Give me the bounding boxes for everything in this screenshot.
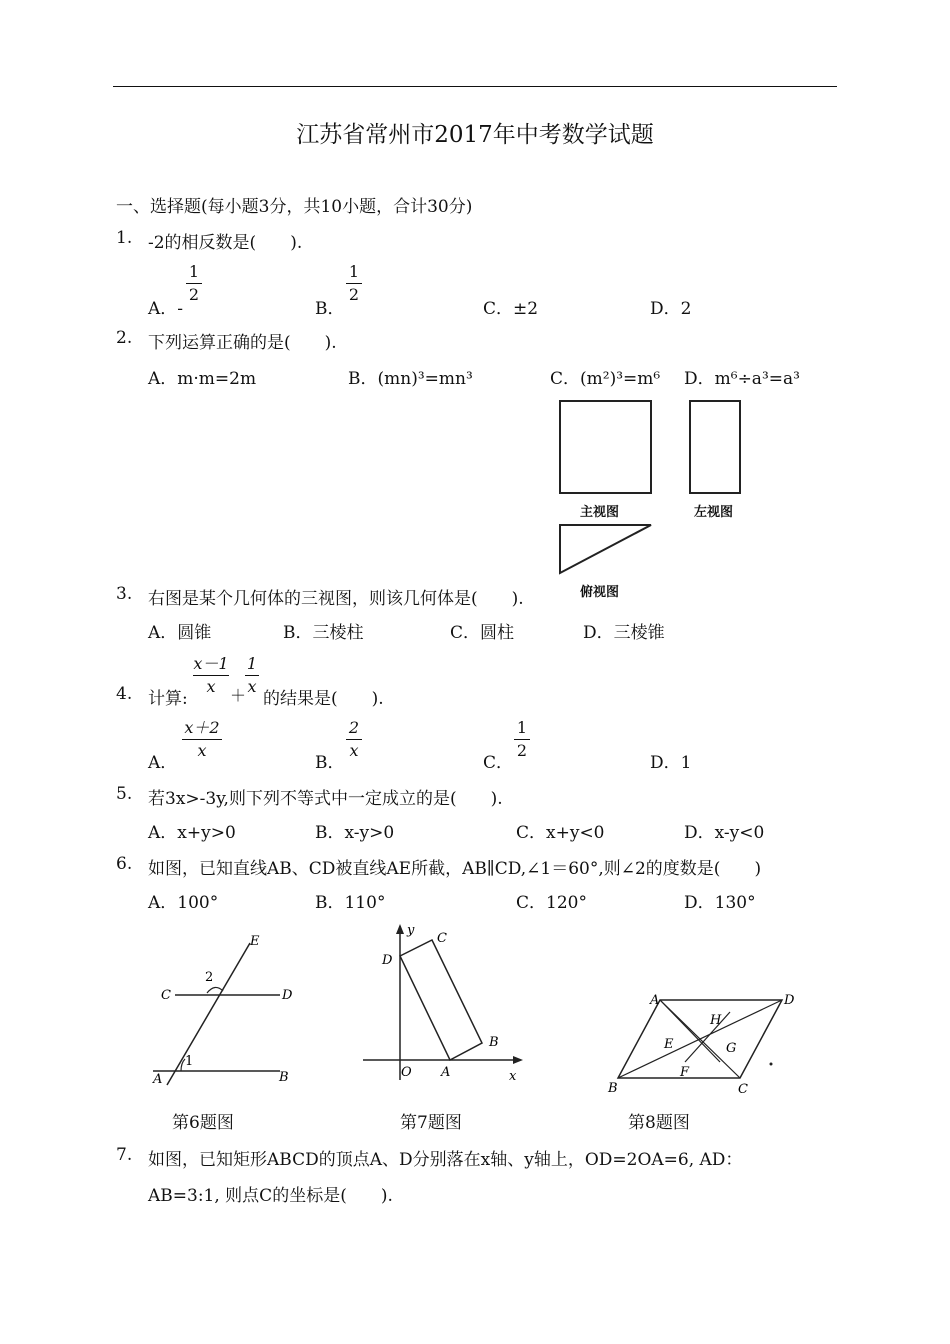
- figure-6: [145, 925, 305, 1095]
- x-axis-arrow: [513, 1056, 523, 1064]
- q6-option-d: D．130°: [684, 893, 756, 913]
- q4-option-b-label: B．: [315, 753, 345, 773]
- q3-option-b: B．三棱柱: [283, 623, 364, 643]
- q4-number: 4.: [116, 684, 133, 704]
- q4-stem-suffix: 的结果是( ).: [263, 689, 384, 709]
- top-view-triangle: [560, 525, 651, 573]
- fig6-label-e: E: [250, 934, 260, 949]
- fig8-label-g: G: [726, 1041, 737, 1056]
- q7-number: 7.: [116, 1145, 133, 1165]
- q1-b-denominator: 2: [348, 285, 360, 304]
- fig8-label-h: H: [710, 1013, 722, 1028]
- q3-stem: 右图是某个几何体的三视图，则该几何体是( ).: [148, 589, 524, 609]
- fig6-label-d: D: [282, 988, 293, 1003]
- segment-fh: [685, 1012, 730, 1062]
- q4-option-d: D．1: [650, 753, 692, 773]
- q2-stem: 下列运算正确的是( ).: [148, 333, 337, 353]
- fig7-label-b: B: [489, 1035, 499, 1050]
- three-views-figure: [550, 395, 760, 605]
- fig6-label-c: C: [161, 988, 171, 1003]
- q4-b-denominator: x: [349, 741, 359, 760]
- q4-b-numerator: 2: [348, 718, 360, 737]
- fig7-label-d: D: [382, 953, 393, 968]
- q4-c-numerator: 1: [516, 718, 528, 737]
- fraction-bar: [182, 739, 222, 740]
- fig8-label-b: B: [608, 1081, 618, 1096]
- transversal-ae: [167, 943, 250, 1085]
- stray-dot: [770, 1063, 773, 1066]
- q4-c-denominator: 2: [516, 741, 528, 760]
- fig7-label-x: x: [509, 1069, 517, 1084]
- section-heading: 一、选择题(每小题3分，共10小题，合计30分): [116, 197, 473, 217]
- q1-option-a-label: A．-: [148, 299, 184, 319]
- q3-option-a: A．圆锥: [148, 623, 212, 643]
- q4-plus-sign: ＋: [230, 686, 247, 705]
- q4-option-b-fraction: [346, 718, 362, 761]
- fraction-bar: [245, 675, 259, 676]
- q1-a-numerator: 1: [188, 262, 200, 281]
- figure-7: [355, 920, 535, 1090]
- q4-f1-denominator: x: [206, 677, 216, 696]
- q1-b-numerator: 1: [348, 262, 360, 281]
- header-rule: [113, 86, 837, 87]
- q5-option-a: A．x+y>0: [148, 823, 236, 843]
- q3-number: 3.: [116, 584, 133, 604]
- fig6-label-a: A: [153, 1072, 163, 1087]
- fig8-label-f: F: [680, 1065, 690, 1080]
- q2-option-c: C．(m²)³=m⁶: [550, 369, 661, 389]
- q5-option-d: D．x-y<0: [684, 823, 765, 843]
- q1-option-a-fraction: [186, 262, 202, 305]
- fig8-label-e: E: [664, 1037, 674, 1052]
- figure-6-caption: 第6题图: [172, 1113, 234, 1133]
- left-view-rect: [690, 401, 740, 493]
- q3-option-c: C．圆柱: [450, 623, 515, 643]
- q7-line-1: 如图，已知矩形ABCD的顶点A、D分别落在x轴、y轴上，OD=2OA=6, AD：: [148, 1150, 743, 1170]
- q2-number: 2.: [116, 328, 133, 348]
- q1-option-d: D．2: [650, 299, 692, 319]
- front-view-label: 主视图: [580, 505, 620, 520]
- q6-number: 6.: [116, 854, 133, 874]
- figure-8-caption: 第8题图: [628, 1113, 690, 1133]
- fraction-bar: [193, 675, 229, 676]
- q2-option-d: D．m⁶÷a³=a³: [684, 369, 800, 389]
- fig8-label-d: D: [784, 993, 795, 1008]
- q7-line-2: AB=3:1, 则点C的坐标是( ).: [148, 1186, 393, 1206]
- q4-a-denominator: x: [197, 741, 207, 760]
- q2-option-a: A．m·m=2m: [148, 369, 257, 389]
- diagonal-bd: [618, 1000, 782, 1078]
- q1-option-c: C．±2: [483, 299, 539, 319]
- rectangle-abcd: [400, 940, 482, 1060]
- y-axis-arrow: [396, 924, 404, 934]
- fraction-bar: [346, 739, 362, 740]
- fig8-label-c: C: [738, 1082, 748, 1097]
- q5-option-c: C．x+y<0: [516, 823, 605, 843]
- left-view-label: 左视图: [694, 505, 734, 520]
- fig8-label-a: A: [650, 993, 660, 1008]
- q1-number: 1.: [116, 228, 133, 248]
- q5-number: 5.: [116, 784, 133, 804]
- q4-option-c-label: C．: [483, 753, 514, 773]
- figure-8: [600, 990, 800, 1100]
- q4-option-a-fraction: [182, 718, 222, 761]
- q4-fraction-2: [245, 654, 259, 697]
- q2-option-b: B．(mn)³=mn³: [348, 369, 473, 389]
- top-view-label: 俯视图: [580, 585, 620, 600]
- q5-stem: 若3x>-3y,则下列不等式中一定成立的是( ).: [148, 789, 503, 809]
- q6-option-b: B．110°: [315, 893, 386, 913]
- fraction-bar: [514, 739, 530, 740]
- q4-f2-denominator: x: [247, 677, 257, 696]
- q6-option-a: A．100°: [148, 893, 219, 913]
- fraction-bar: [346, 283, 362, 284]
- fraction-bar: [186, 283, 202, 284]
- fig7-label-a: A: [441, 1065, 451, 1080]
- q5-option-b: B．x-y>0: [315, 823, 395, 843]
- q4-f1-numerator: x－1: [193, 654, 229, 673]
- q1-stem: -2的相反数是( ).: [148, 233, 303, 253]
- front-view-square: [560, 401, 651, 493]
- figure-7-caption: 第7题图: [400, 1113, 462, 1133]
- q6-option-c: C．120°: [516, 893, 587, 913]
- fig6-angle-2: 2: [205, 970, 214, 985]
- segment-ag: [660, 1000, 720, 1062]
- fig6-angle-1: 1: [185, 1054, 194, 1069]
- fig7-label-o: O: [401, 1065, 412, 1080]
- q1-option-b-label: B．: [315, 299, 345, 319]
- fig6-label-b: B: [279, 1070, 289, 1085]
- q4-fraction-1: [193, 654, 229, 697]
- q4-option-c-fraction: [514, 718, 530, 761]
- q1-a-denominator: 2: [188, 285, 200, 304]
- q1-option-b-fraction: [346, 262, 362, 305]
- q4-stem-prefix: 计算:: [148, 689, 188, 709]
- q4-a-numerator: x＋2: [184, 718, 220, 737]
- fig7-label-c: C: [437, 931, 447, 946]
- q3-option-d: D．三棱锥: [583, 623, 665, 643]
- q4-f2-numerator: 1: [246, 654, 258, 673]
- fig7-label-y: y: [407, 923, 415, 938]
- q6-stem: 如图，已知直线AB、CD被直线AE所截，AB∥CD,∠1＝60°,则∠2的度数是( ): [148, 859, 762, 879]
- page-title: 江苏省常州市2017年中考数学试题: [296, 122, 654, 148]
- q4-option-a-label: A．: [148, 753, 178, 773]
